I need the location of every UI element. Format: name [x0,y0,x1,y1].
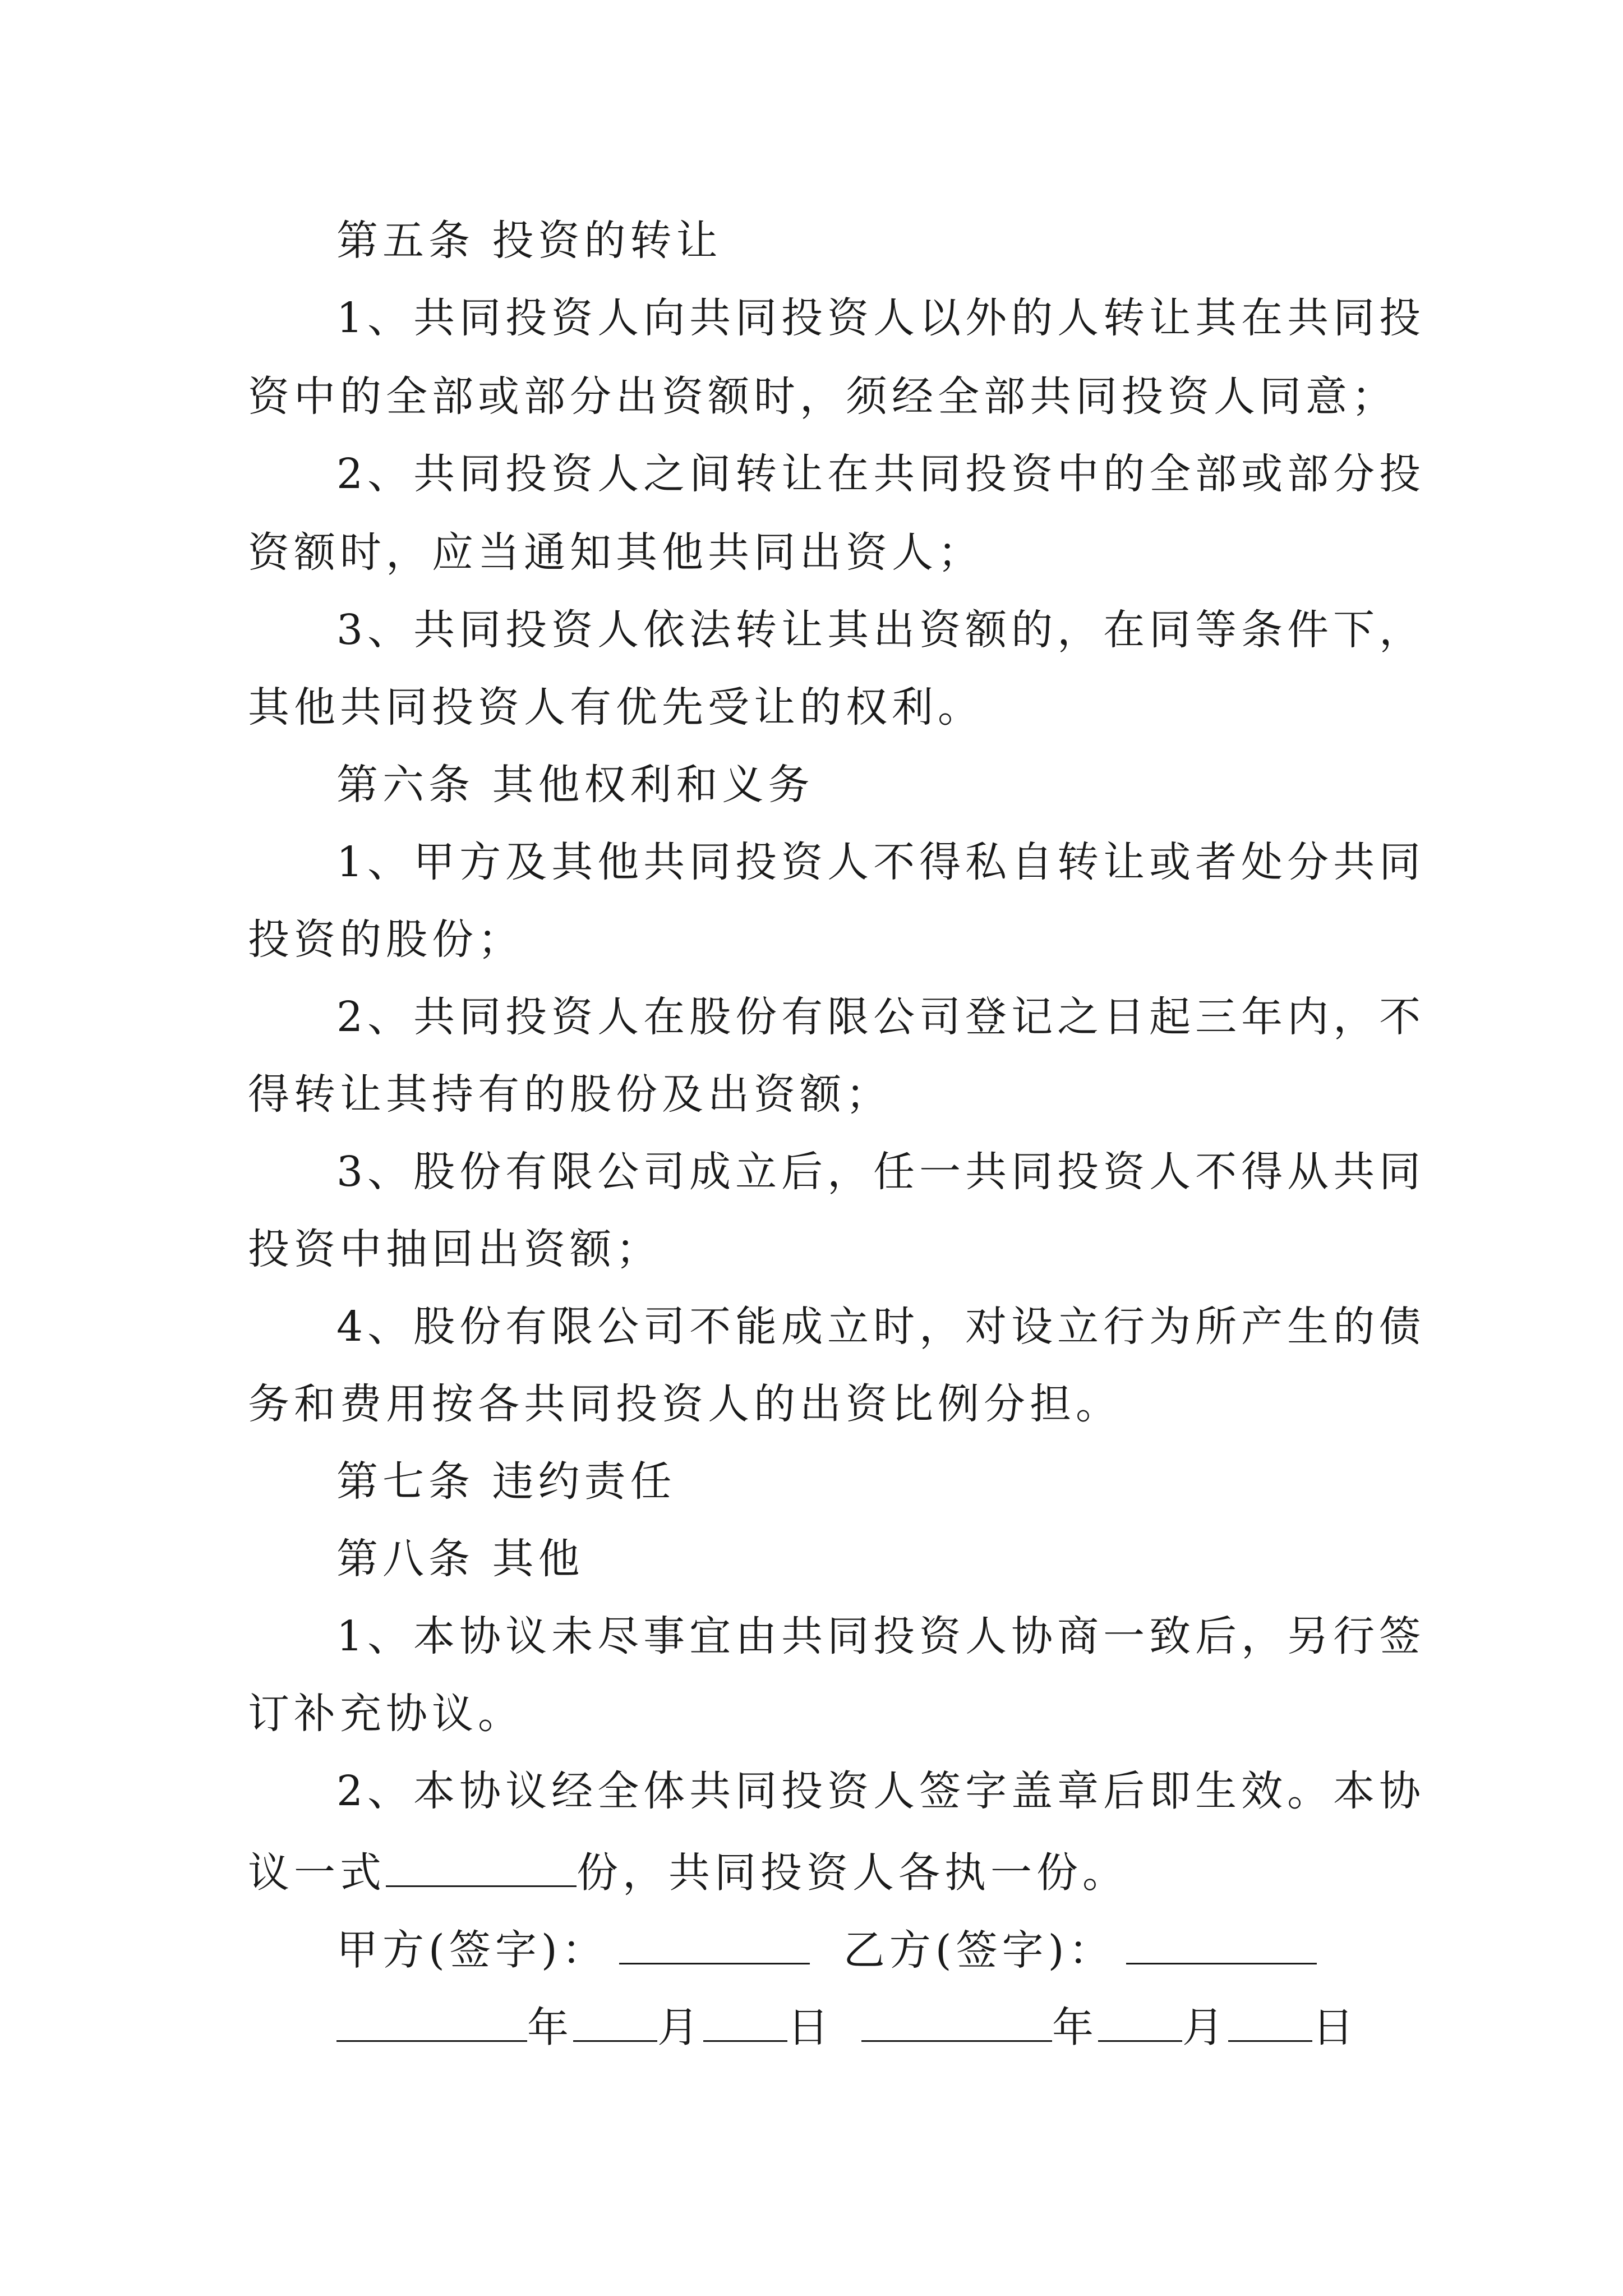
article7-heading: 第七条 违约责任 [336,1457,676,1506]
article6-item1-line1: 1、甲方及其他共同投资人不得私自转让或者处分共同 [336,838,1426,886]
article5-item3-line2: 其他共同投资人有优先受让的权利。 [248,683,984,731]
article6-item3-line2: 投资中抽回出资额； [248,1225,662,1273]
party-a-label: 甲方(签字)： [336,1926,608,1975]
party-b-day-label: 日 [1312,2003,1358,2052]
copies-prefix: 议一式 [248,1848,386,1897]
article8-item1-line2: 订补充协议。 [248,1690,524,1738]
party-a-signature-blank[interactable] [619,1925,810,1964]
party-a-day-blank[interactable] [703,2003,787,2042]
party-b-year-label: 年 [1052,2003,1098,2052]
party-a-day-label: 日 [787,2003,833,2052]
copies-count-blank[interactable] [386,1848,577,1887]
article5-item2-line2: 资额时，应当通知其他共同出资人； [248,528,984,577]
article8-item2-line1: 2、本协议经全体共同投资人签字盖章后即生效。本协 [336,1767,1426,1815]
article6-item2-line2: 得转让其持有的股份及出资额； [248,1070,892,1119]
article6-item4-line2: 务和费用按各共同投资人的出资比例分担。 [248,1380,1122,1428]
article8-item2-line2 [248,1848,1128,1897]
party-b-year-blank[interactable] [861,2003,1052,2042]
article6-item3-line1: 3、股份有限公司成立后，任一共同投资人不得从共同 [336,1148,1426,1196]
article5-item3-line1: 3、共同投资人依法转让其出资额的，在同等条件下， [336,606,1426,654]
signature-line [336,1925,1317,1975]
party-a-year-blank[interactable] [336,2003,527,2042]
date-line [336,2003,1358,2052]
party-b-signature-blank[interactable] [1126,1925,1317,1964]
party-a-month-blank[interactable] [573,2003,657,2042]
article5-item1-line1: 1、共同投资人向共同投资人以外的人转让其在共同投 [336,294,1426,342]
party-b-month-blank[interactable] [1098,2003,1182,2042]
article6-heading: 第六条 其他权利和义务 [336,761,814,809]
article8-item1-line1: 1、本协议未尽事宜由共同投资人协商一致后，另行签 [336,1612,1426,1660]
copies-suffix: 份，共同投资人各执一份。 [577,1848,1128,1897]
party-b-month-label: 月 [1182,2003,1228,2052]
article6-item2-line1: 2、共同投资人在股份有限公司登记之日起三年内，不 [336,993,1426,1041]
party-a-month-label: 月 [657,2003,703,2052]
party-b-label: 乙方(签字)： [843,1926,1115,1975]
party-a-year-label: 年 [527,2003,573,2052]
article5-item2-line1: 2、共同投资人之间转让在共同投资中的全部或部分投 [336,450,1426,498]
article8-heading: 第八条 其他 [336,1535,584,1583]
article6-item4-line1: 4、股份有限公司不能成立时，对设立行为所产生的债 [336,1303,1426,1351]
article5-heading: 第五条 投资的转让 [336,217,722,265]
article5-item1-line2: 资中的全部或部分出资额时，须经全部共同投资人同意； [248,372,1398,421]
article6-item1-line2: 投资的股份； [248,915,524,964]
party-b-day-blank[interactable] [1228,2003,1312,2042]
